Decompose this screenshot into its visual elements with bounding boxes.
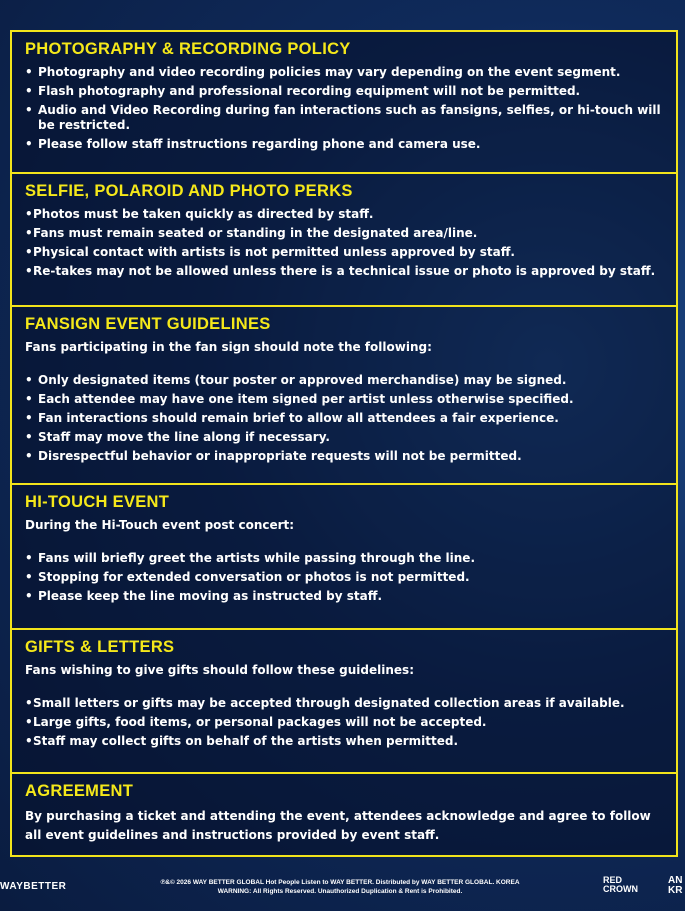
list-item: • Re-takes may not be allowed unless there is a technical issue or photo is approved by staff. [25,264,664,279]
list-item: • Fans must remain seated or standing in the designated area/line. [25,226,664,241]
logo-line: RED [603,875,623,885]
list-item: • Physical contact with artists is not permitted unless approved by staff. [25,245,664,260]
list-item: • Fans will briefly greet the artists while passing through the line. [25,551,664,566]
section-title: GIFTS & LETTERS [25,638,175,656]
legal-notice [100,878,580,896]
section-title: PHOTOGRAPHY & RECORDING POLICY [25,40,351,58]
section-hi-touch [12,485,676,630]
section-intro: During the Hi-Touch event post concert: [25,518,295,532]
list-item: • Only designated items (tour poster or approved merchandise) may be signed. [25,373,664,388]
list-item: • Small letters or gifts may be accepted through designated collection areas if available. [25,696,664,711]
guidelines-panel [10,30,678,857]
copyright-text: ℗&© 2026 WAY BETTER GLOBAL Hot People Listen to WAY BETTER. Distributed by WAY BETTER GLOBAL. KOREA [160,879,520,886]
list-item: • Each attendee may have one item signed per artist unless otherwise specified. [25,392,664,407]
section-intro: Fans wishing to give gifts should follow these guidelines: [25,663,414,677]
list-item: • Photos must be taken quickly as directed by staff. [25,207,664,222]
list-item: • Staff may collect gifts on behalf of the artists when permitted. [25,734,664,749]
list-item: • Stopping for extended conversation or photos is not permitted. [25,570,664,585]
list-item: • Please follow staff instructions regarding phone and camera use. [25,137,664,152]
footer [0,876,685,900]
section-gifts-letters [12,630,676,774]
partner-logo [668,876,682,896]
section-title: FANSIGN EVENT GUIDELINES [25,315,271,333]
section-selfie-perks [12,174,676,307]
agreement-text: By purchasing a ticket and attending the event, attendees acknowledge and agree to follow all event guidelines and instructions provided by event staff. [25,809,651,842]
logo-line: KR [668,885,683,896]
list-item: • Staff may move the line along if necessary. [25,430,664,445]
list-item: • Flash photography and professional recording equipment will not be permitted. [25,84,664,99]
list-item: • Fan interactions should remain brief to allow all attendees a fair experience. [25,411,664,426]
section-agreement [12,774,676,855]
list-item: • Audio and Video Recording during fan interactions such as fansigns, selfies, or hi-touch will be restricted. [25,103,664,133]
waybetter-logo: WAYBETTER [0,881,67,892]
logo-line: AN [668,875,683,886]
warning-text: WARNING: All Rights Reserved. Unauthorized Duplication & Rent is Prohibited. [217,888,463,895]
red-crown-logo [603,876,638,894]
section-intro: Fans participating in the fan sign should note the following: [25,340,432,354]
section-fansign [12,307,676,485]
section-title: HI-TOUCH EVENT [25,493,170,511]
list-item: • Large gifts, food items, or personal packages will not be accepted. [25,715,664,730]
list-item: • Disrespectful behavior or inappropriate requests will not be permitted. [25,449,664,464]
logo-line: CROWN [603,884,638,894]
section-title: AGREEMENT [25,782,134,800]
section-title: SELFIE, POLAROID AND PHOTO PERKS [25,182,353,200]
list-item: • Please keep the line moving as instructed by staff. [25,589,664,604]
section-photography-policy [12,32,676,174]
list-item: • Photography and video recording policies may vary depending on the event segment. [25,65,664,80]
